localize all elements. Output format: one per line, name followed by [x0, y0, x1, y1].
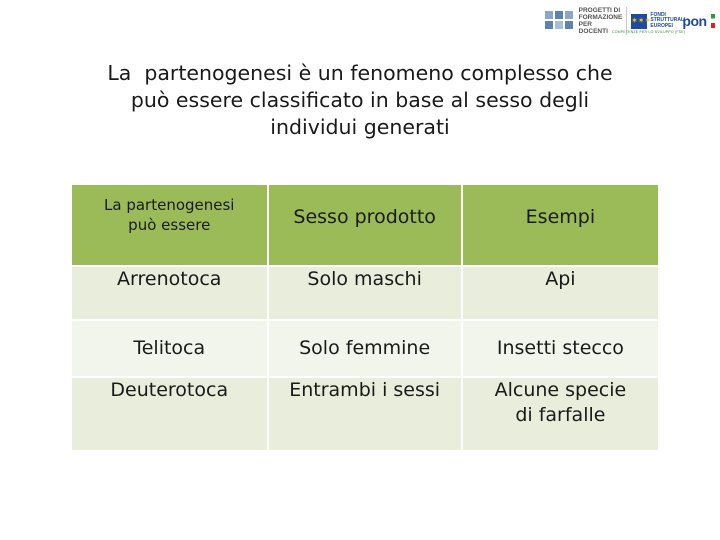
- table-cell: Api: [462, 266, 659, 320]
- table-cell: Arrenotoca: [71, 266, 268, 320]
- table-cell: Solo femmine: [268, 320, 462, 377]
- table-header-cell: La partenogenesi può essere: [71, 184, 268, 266]
- pon-text-line: PER DOCENTI: [578, 21, 608, 35]
- fondi-text-line: STRUTTURALI: [650, 17, 686, 24]
- pon-logo: pon: [682, 13, 707, 29]
- fondi-text-line: EUROPEI: [650, 22, 673, 29]
- pon-mark-icon: [545, 9, 575, 33]
- table-cell: Insetti stecco: [462, 320, 659, 377]
- table-header-row: [71, 184, 659, 266]
- eu-flag-icon: ✶✶✶: [631, 14, 647, 29]
- table-row: [71, 320, 659, 377]
- slide-title: La partenogenesi è un fenomeno complesso che può essere classificato in base al sesso degli individui generati: [107, 61, 613, 139]
- table-cell: Telitoca: [71, 320, 268, 377]
- fondi-text: [650, 11, 686, 30]
- parthenogenesis-table: [70, 183, 660, 452]
- table-cell: Alcune specie di farfalle: [462, 377, 659, 451]
- table-row: [71, 266, 659, 320]
- table-header-cell: Sesso prodotto: [268, 184, 462, 266]
- table-cell: Entrambi i sessi: [268, 377, 462, 451]
- logo-subtitle: COMPETENZE PER LO SVILUPPO (FSE): [612, 30, 686, 34]
- table-cell: Deuterotoca: [71, 377, 268, 451]
- italy-emblem-icon: [711, 14, 715, 28]
- table-header-cell: Esempi: [462, 184, 659, 266]
- table-cell: Solo maschi: [268, 266, 462, 320]
- pon-text-line: PROGETTI DI: [578, 7, 621, 14]
- fondi-text-line: FONDI: [650, 11, 666, 18]
- pon-text-line: FORMAZIONE: [578, 14, 623, 21]
- table-row: [71, 377, 659, 451]
